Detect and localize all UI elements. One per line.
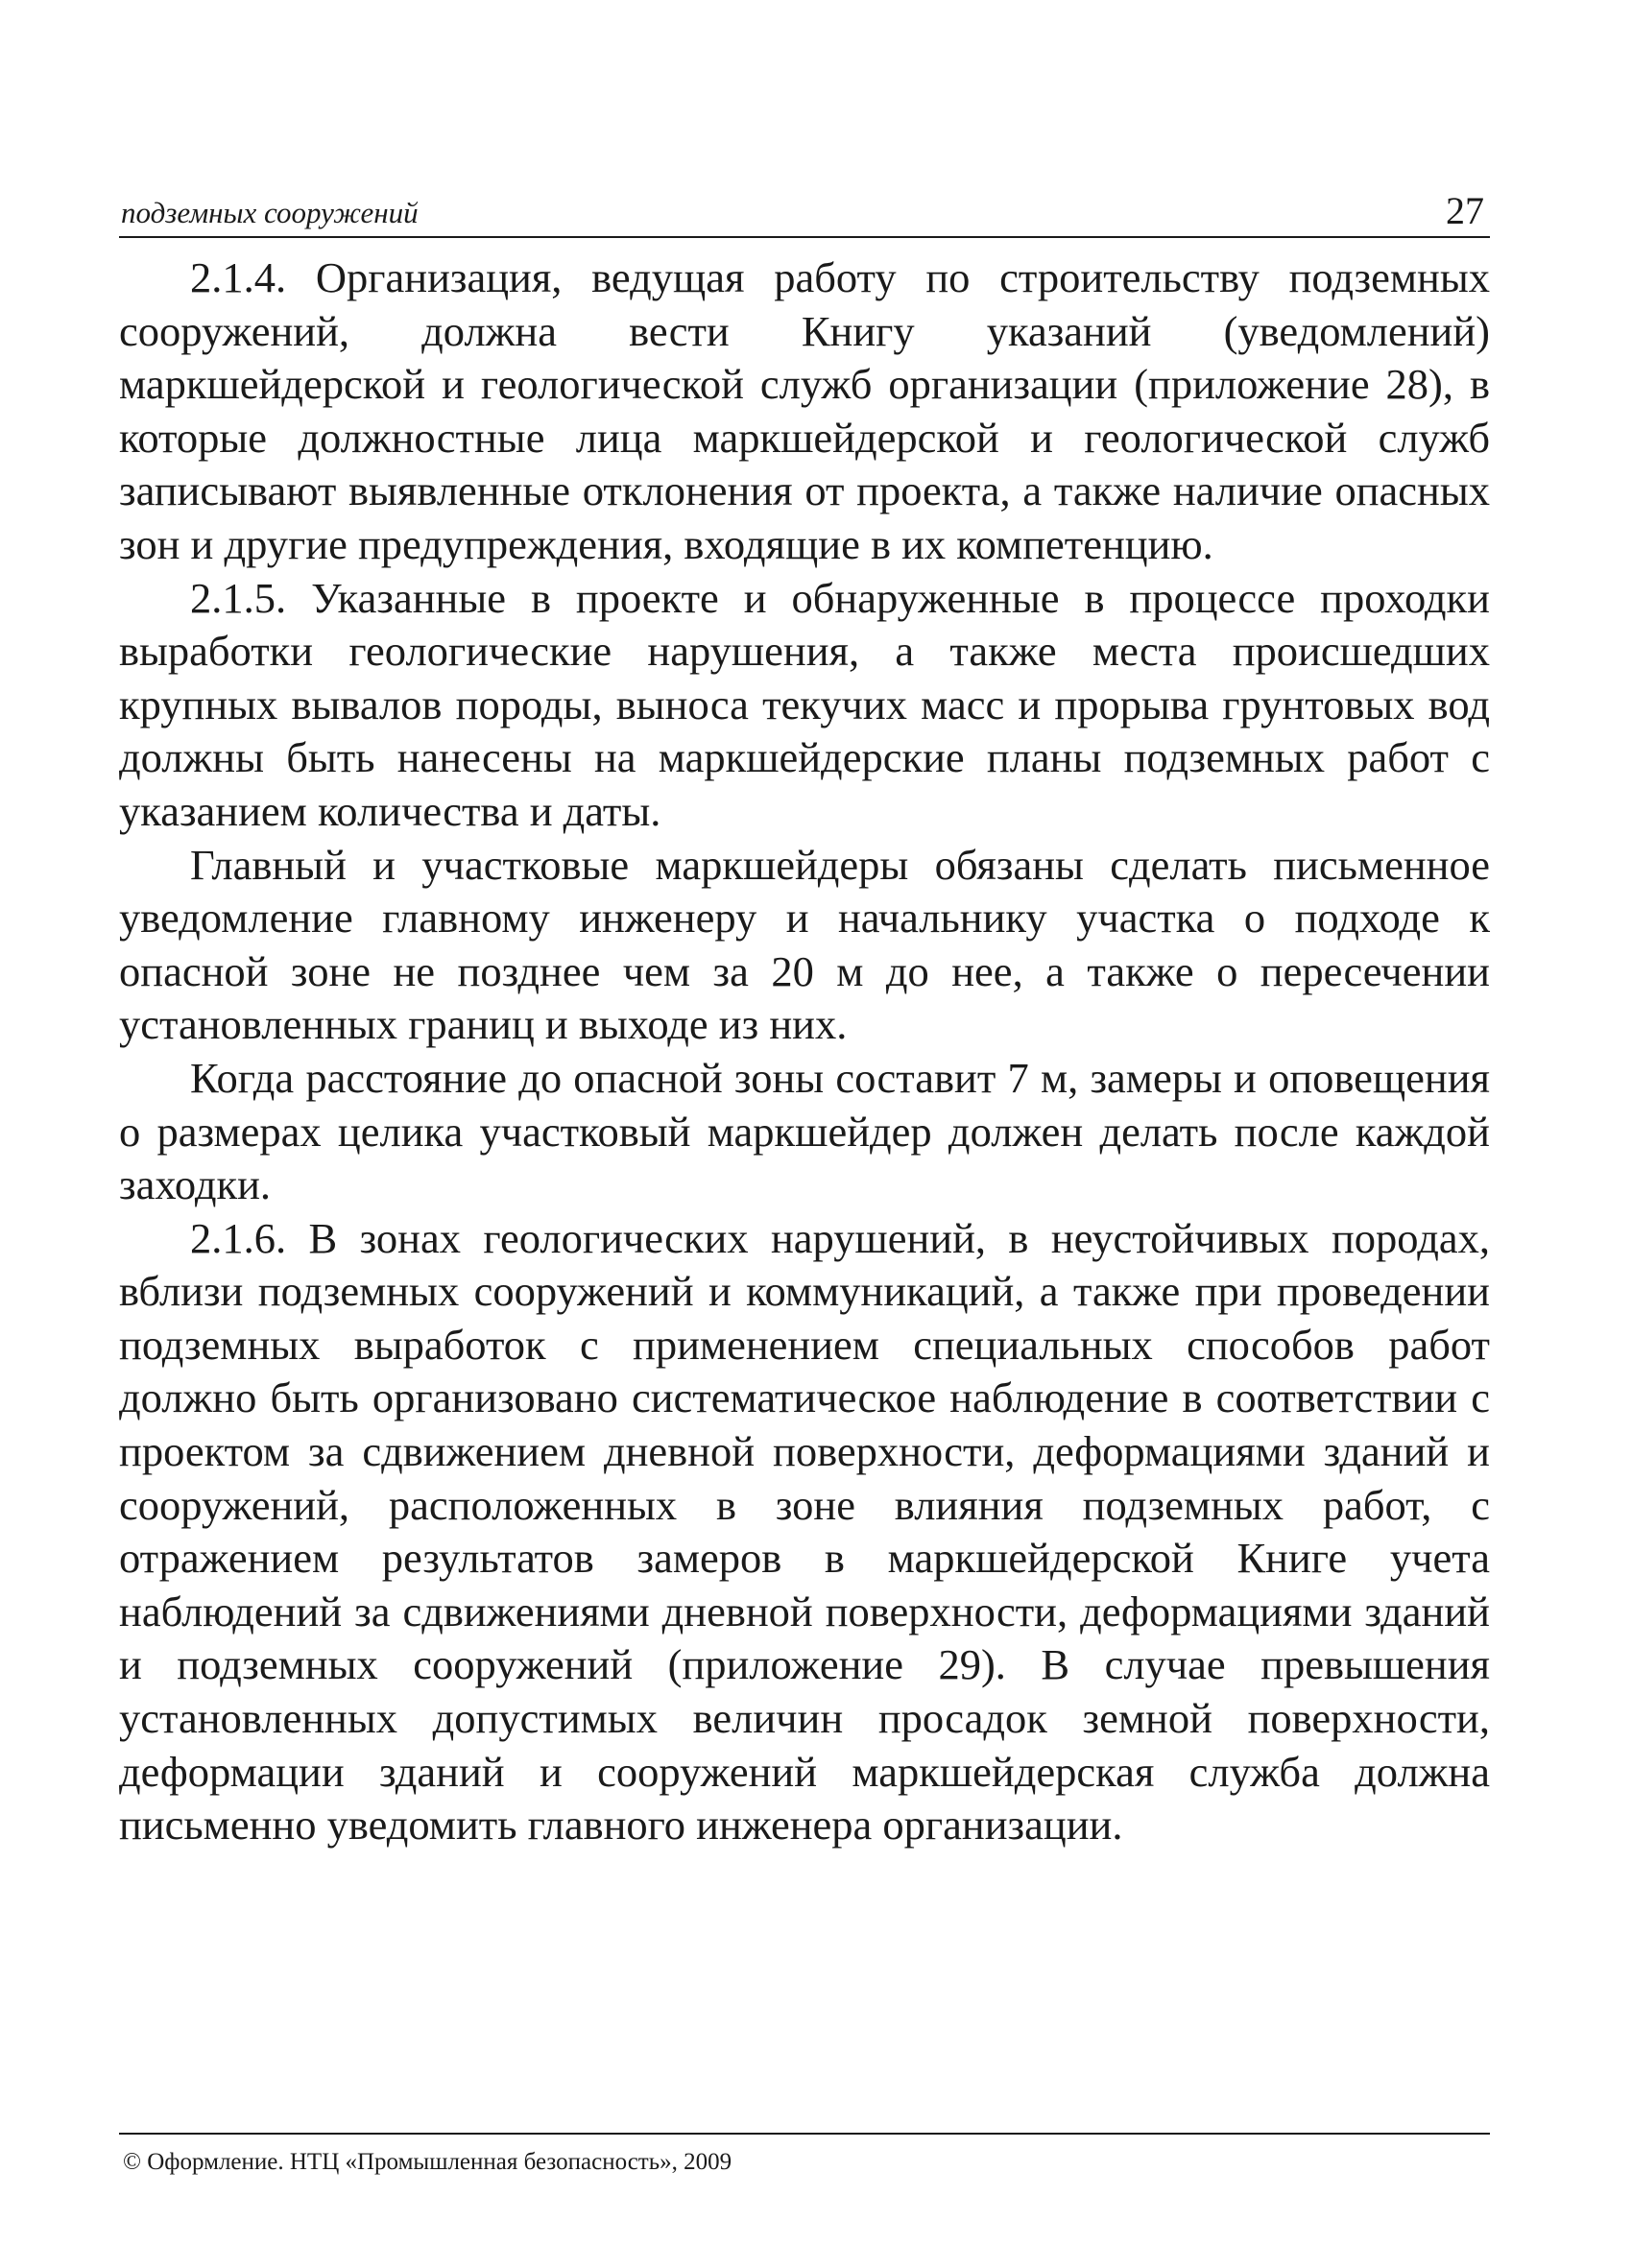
paragraph-2-1-4: 2.1.4. Организация, ведущая работу по строительству подземных сооружений, должна вести Книгу указаний (уведомлений) маркшейдерской и геологической служб организации (приложение 28), в которые должностные лица маркшейдерской и геологической служб записывают выявленные отклонения от проекта, а также наличие опасных зон и другие предупреждения, входящие в их компетенцию. bbox=[119, 253, 1490, 568]
running-title: подземных сооружений bbox=[121, 196, 419, 229]
paragraph-2-1-5: 2.1.5. Указанные в проекте и обнаруженные в процессе проходки выработки геологические нарушения, а также места происшедших крупных вывалов породы, выноса текучих масс и прорыва грунтовых вод должны быть нанесены на маркшейдерские планы подземных работ с указанием количества и даты. bbox=[119, 573, 1490, 835]
body-text bbox=[119, 251, 1490, 1852]
copyright-note: © Оформление. НТЦ «Промышленная безопасность», 2009 bbox=[123, 2149, 732, 2175]
header-rule bbox=[119, 236, 1490, 238]
running-head bbox=[119, 188, 1490, 238]
book-page bbox=[119, 0, 1490, 2268]
page-number: 27 bbox=[1446, 189, 1484, 232]
paragraph-danger-zone-distance: Когда расстояние до опасной зоны составит 7 м, замеры и оповещения о размерах целика участковый маркшейдер должен делать после каждой заходки. bbox=[119, 1053, 1490, 1209]
paragraph-surveyor-notice: Главный и участковые маркшейдеры обязаны сделать письменное уведомление главному инженеру и начальнику участка о подходе к опасной зоне не позднее чем за 20 м до нее, а также о пересечении установленных границ и выходе из них. bbox=[119, 840, 1490, 1049]
footer-rule bbox=[119, 2133, 1490, 2135]
paragraph-2-1-6: 2.1.6. В зонах геологических нарушений, в неустойчивых породах, вблизи подземных сооружений и коммуникаций, а также при проведении подземных выработок с применением специальных способов работ должно быть организовано систематическое наблюдение в соответствии с проектом за сдвижением дневной поверхности, деформациями зданий и сооружений, расположенных в зоне влияния подземных работ, с отражением результатов замеров в маркшейдерской Книге учета наблюдений за сдвижениями дневной поверхности, деформациями зданий и подземных сооружений (приложение 29). В случае превышения установленных допустимых величин просадок земной поверхности, деформации зданий и сооружений маркшейдерская служба должна письменно уведомить главного инженера организации. bbox=[119, 1213, 1490, 1850]
